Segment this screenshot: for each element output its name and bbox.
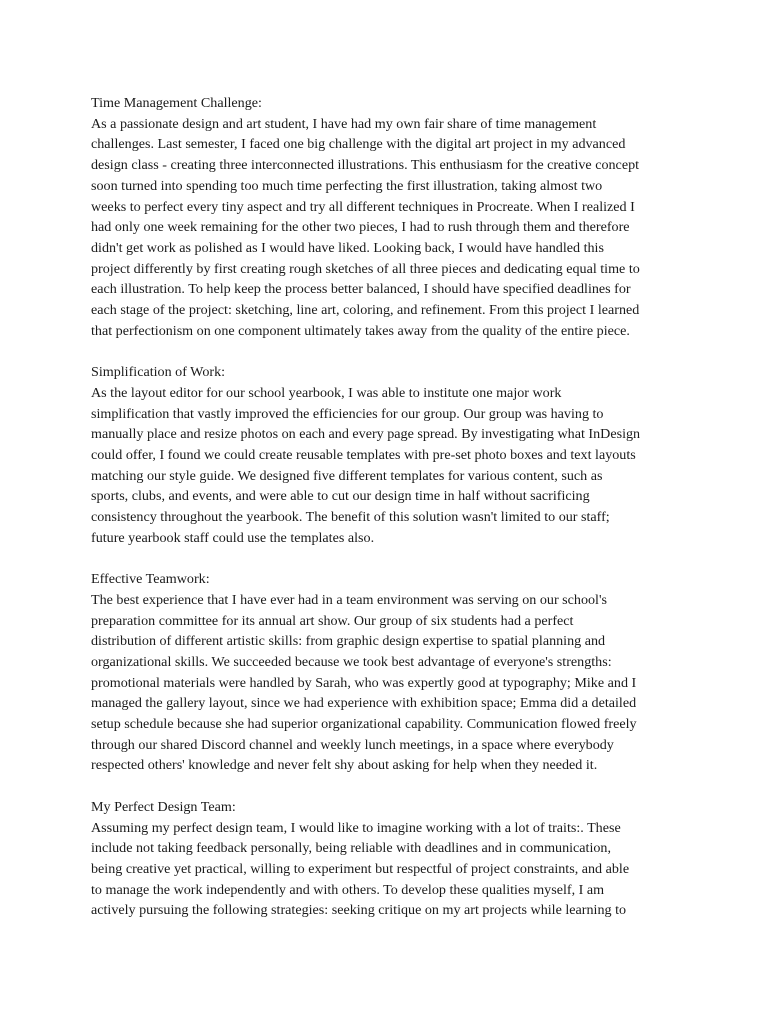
paragraph-line: distribution of different artistic skills: from graphic design expertise to spatial planning and (91, 633, 606, 650)
section-design-team (91, 797, 691, 921)
paragraph-line: project differently by first creating rough sketches of all three pieces and dedicating equal time to (91, 260, 640, 277)
paragraph-line: respected others' knowledge and never felt shy about asking for help when they needed it. (91, 757, 598, 774)
section-heading: Time Management Challenge: (91, 95, 262, 111)
document-page (91, 93, 691, 942)
paragraph-line: each stage of the project: sketching, line art, coloring, and refinement. From this project I learned (91, 302, 640, 319)
paragraph-line: didn't get work as polished as I would have liked. Looking back, I would have handled this (91, 239, 604, 256)
paragraph-line: As the layout editor for our school yearbook, I was able to institute one major work (91, 384, 562, 401)
paragraph-line: through our shared Discord channel and weekly lunch meetings, in a space where everybody (91, 736, 614, 753)
paragraph-line: weeks to perfect every tiny aspect and try all different techniques in Procreate. When I realized I (91, 198, 635, 215)
paragraph-line: As a passionate design and art student, I have had my own fair share of time management (91, 115, 597, 132)
paragraph-line: include not taking feedback personally, being reliable with deadlines and in communication, (91, 840, 612, 857)
section-time-management (91, 93, 691, 341)
paragraph-line: that perfectionism on one component ultimately takes away from the quality of the entire piece. (91, 322, 630, 339)
paragraph-line: design class - creating three interconnected illustrations. This enthusiasm for the creative concept (91, 157, 640, 174)
paragraph-line: being creative yet practical, willing to experiment but respectful of project constraints, and able (91, 860, 630, 877)
section-teamwork (91, 569, 691, 776)
paragraph-line: to manage the work independently and with others. To develop these qualities myself, I am (91, 881, 605, 898)
section-heading: Simplification of Work: (91, 364, 226, 381)
paragraph-line: each illustration. To help keep the process better balanced, I should have specified deadlines for (91, 281, 631, 298)
paragraph-line: setup schedule because she had superior organizational capability. Communication flowed freely (91, 716, 637, 733)
paragraph-line: organizational skills. We succeeded because we took best advantage of everyone's strengths: (91, 653, 612, 670)
section-heading: Effective Teamwork: (91, 571, 210, 588)
paragraph-line: matching our style guide. We designed five different templates for various content, such as (91, 467, 603, 484)
paragraph-line: consistency throughout the yearbook. The benefit of this solution wasn't limited to our staff; (91, 509, 610, 526)
paragraph-line: future yearbook staff could use the templates also. (91, 529, 375, 546)
paragraph-line: challenges. Last semester, I faced one big challenge with the digital art project in my advanced (91, 136, 626, 153)
paragraph-line: The best experience that I have ever had in a team environment was serving on our school's (91, 591, 607, 608)
paragraph-line: could offer, I found we could create reusable templates with pre-set photo boxes and text layouts (91, 446, 636, 463)
paragraph-line: soon turned into spending too much time perfecting the first illustration, taking almost two (91, 177, 603, 194)
paragraph-line: sports, clubs, and events, and were able to cut our design time in half without sacrificing (91, 488, 590, 505)
paragraph-line: manually place and resize photos on each and every page spread. By investigating what InDesign (91, 426, 641, 443)
paragraph-line: preparation committee for its annual art show. Our group of six students had a perfect (91, 612, 574, 629)
paragraph-line: simplification that vastly improved the efficiencies for our group. Our group was having to (91, 405, 604, 422)
paragraph-line: managed the gallery layout, since we had experience with exhibition space; Emma did a detailed (91, 695, 637, 712)
paragraph-line: promotional materials were handled by Sarah, who was expertly good at typography; Mike and I (91, 674, 637, 691)
paragraph-line: had only one week remaining for the other two pieces, I had to rush through them and therefore (91, 219, 630, 236)
paragraph-line: actively pursuing the following strategies: seeking critique on my art projects while learning to (91, 902, 627, 919)
section-heading: My Perfect Design Team: (91, 798, 236, 815)
paragraph-line: Assuming my perfect design team, I would like to imagine working with a lot of traits:. These (91, 819, 621, 836)
section-simplification (91, 362, 691, 548)
